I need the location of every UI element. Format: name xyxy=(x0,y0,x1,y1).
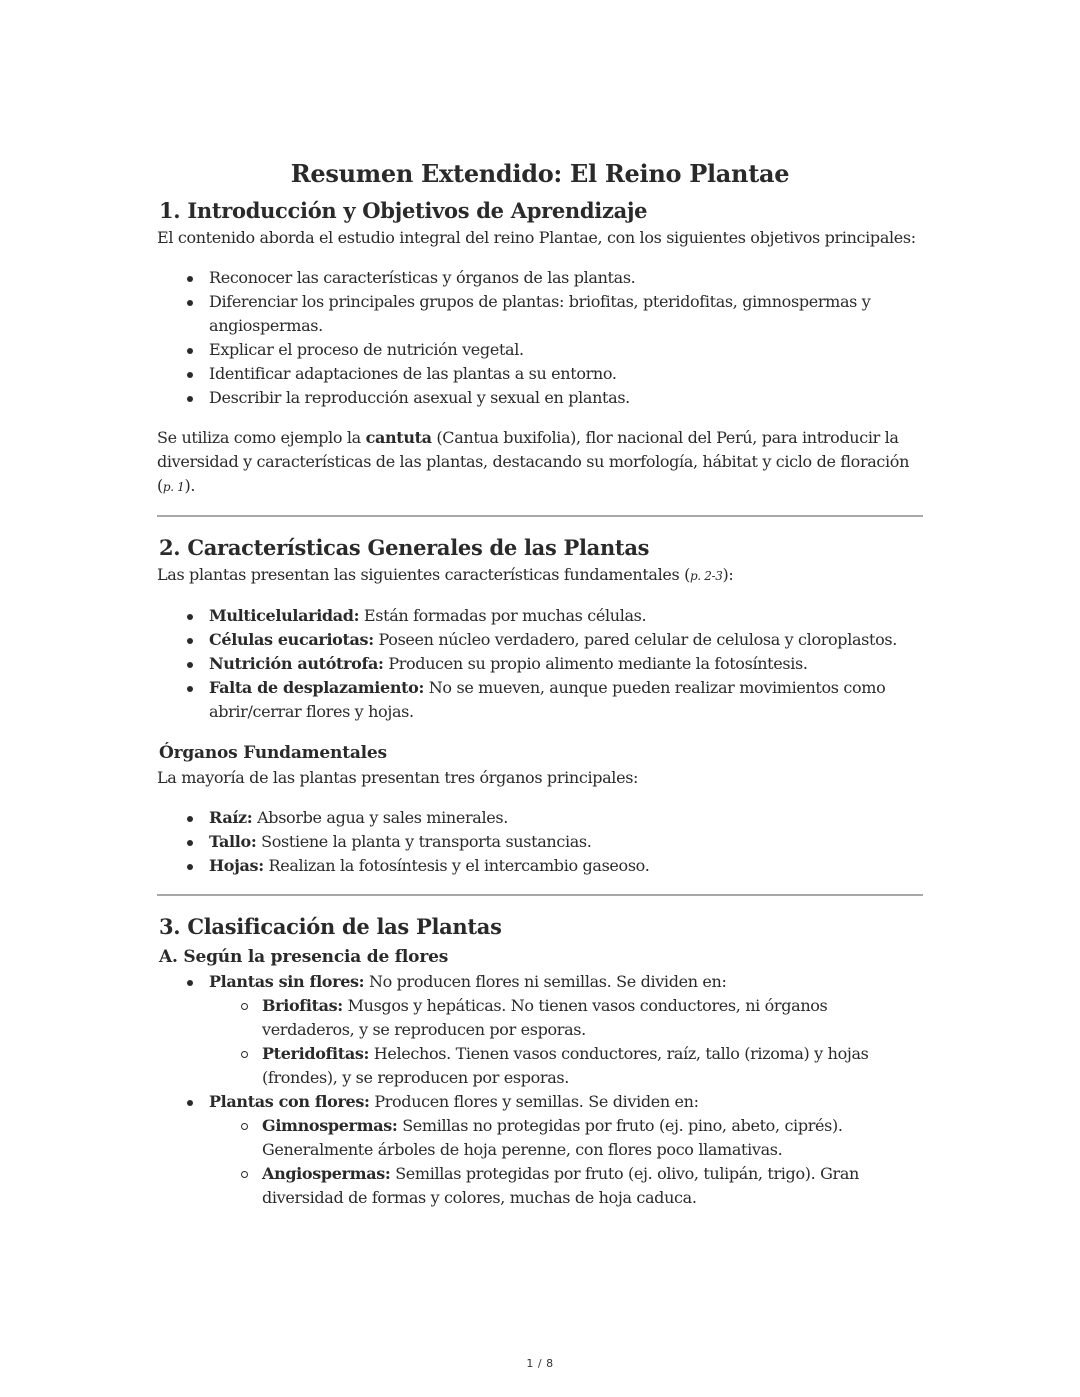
organs-list xyxy=(157,806,923,878)
bold-term: Briofitas: xyxy=(262,996,343,1015)
bold-term: Pteridofitas: xyxy=(262,1044,370,1063)
item-description: Helechos. Tienen vasos conductores, raíz, tallo (rizoma) y hojas (frondes), y se reproducen por esporas. xyxy=(262,1044,869,1087)
sub-list xyxy=(157,994,923,1090)
section-heading: 1. Introducción y Objetivos de Aprendizaje xyxy=(159,198,648,223)
page-citation: p. 2-3 xyxy=(689,569,723,583)
section-heading: 3. Clasificación de las Plantas xyxy=(159,914,502,939)
item-description: Están formadas por muchas células. xyxy=(359,606,647,625)
bold-term: Raíz: xyxy=(209,808,253,827)
list-item: Explicar el proceso de nutrición vegetal. xyxy=(157,338,923,362)
section-intro-text xyxy=(157,563,923,588)
bold-term: Plantas sin flores: xyxy=(209,972,365,991)
page-citation: p. 1 xyxy=(162,480,185,494)
text-run: Las plantas presentan las siguientes características fundamentales ( xyxy=(157,565,690,584)
section-introduction xyxy=(157,196,923,499)
section-divider xyxy=(157,515,923,517)
sub-list xyxy=(157,1114,923,1210)
page-indicator: 1 / 8 xyxy=(526,1357,554,1370)
bold-term: Plantas con flores: xyxy=(209,1092,370,1111)
item-description: Sostiene la planta y transporta sustancias. xyxy=(256,832,592,851)
item-description: No se mueven, aunque pueden realizar movimientos como abrir/cerrar flores y hojas. xyxy=(209,678,886,721)
subsection-intro-text: La mayoría de las plantas presentan tres órganos principales: xyxy=(157,768,639,787)
characteristics-list xyxy=(157,604,923,724)
bold-term: cantuta xyxy=(365,428,432,447)
example-paragraph xyxy=(157,426,923,499)
list-item xyxy=(157,854,923,878)
list-item: Reconocer las características y órganos de las plantas. xyxy=(157,266,923,290)
sub-list-item xyxy=(157,1042,923,1090)
list-item xyxy=(157,970,923,994)
item-description: No producen flores ni semillas. Se dividen en: xyxy=(364,972,727,991)
item-description: Producen su propio alimento mediante la fotosíntesis. xyxy=(383,654,808,673)
item-description: Absorbe agua y sales minerales. xyxy=(252,808,508,827)
section-characteristics xyxy=(157,533,923,878)
list-item xyxy=(157,604,923,628)
list-item xyxy=(157,1090,923,1114)
document-title: Resumen Extendido: El Reino Plantae xyxy=(290,159,790,188)
section-divider xyxy=(157,894,923,896)
section-classification xyxy=(157,912,923,1210)
list-item xyxy=(157,676,923,724)
sub-list-item xyxy=(157,1162,923,1210)
list-item: Identificar adaptaciones de las plantas a su entorno. xyxy=(157,362,923,386)
item-description: Producen flores y semillas. Se dividen en: xyxy=(369,1092,699,1111)
bold-term: Falta de desplazamiento: xyxy=(209,678,425,697)
bold-term: Nutrición autótrofa: xyxy=(209,654,384,673)
list-item xyxy=(157,652,923,676)
item-description: Musgos y hepáticas. No tienen vasos conductores, ni órganos verdaderos, y se reproducen por esporas. xyxy=(262,996,828,1039)
bold-term: Células eucariotas: xyxy=(209,630,374,649)
bold-term: Multicelularidad: xyxy=(209,606,360,625)
section-heading: 2. Características Generales de las Plantas xyxy=(159,535,650,560)
bold-term: Angiospermas: xyxy=(262,1164,391,1183)
objectives-list xyxy=(157,266,923,410)
text-run: ). xyxy=(184,476,196,495)
list-item xyxy=(157,830,923,854)
item-description: Semillas no protegidas por fruto (ej. pino, abeto, ciprés). Generalmente árboles de hoja perenne, con flores poco llamativas. xyxy=(262,1116,843,1159)
classification-list xyxy=(157,970,923,994)
sub-list-item xyxy=(157,994,923,1042)
list-item: Diferenciar los principales grupos de plantas: briofitas, pteridofitas, gimnospermas y angiospermas. xyxy=(157,290,923,338)
bold-term: Tallo: xyxy=(209,832,257,851)
subsection-heading: Órganos Fundamentales xyxy=(159,743,387,763)
classification-list xyxy=(157,1090,923,1114)
list-item xyxy=(157,806,923,830)
list-item: Describir la reproducción asexual y sexual en plantas. xyxy=(157,386,923,410)
sub-list-item xyxy=(157,1114,923,1162)
section-intro-text: El contenido aborda el estudio integral del reino Plantae, con los siguientes objetivos principales: xyxy=(157,228,916,247)
text-run: ): xyxy=(722,565,734,584)
text-run: (Cantua buxifolia), flor nacional del Perú, para introducir la diversidad y características de las plantas, destacando su morfología, hábitat y ciclo de floración ( xyxy=(157,428,910,495)
bold-term: Gimnospermas: xyxy=(262,1116,398,1135)
document-page xyxy=(157,158,923,1210)
bold-term: Hojas: xyxy=(209,856,264,875)
item-description: Realizan la fotosíntesis y el intercambio gaseoso. xyxy=(263,856,650,875)
subsection-heading: A. Según la presencia de flores xyxy=(159,947,449,967)
list-item xyxy=(157,628,923,652)
text-run: Se utiliza como ejemplo la xyxy=(157,428,366,447)
item-description: Semillas protegidas por fruto (ej. olivo, tulipán, trigo). Gran diversidad de formas y colores, muchas de hoja caduca. xyxy=(262,1164,859,1207)
item-description: Poseen núcleo verdadero, pared celular de celulosa y cloroplastos. xyxy=(373,630,897,649)
